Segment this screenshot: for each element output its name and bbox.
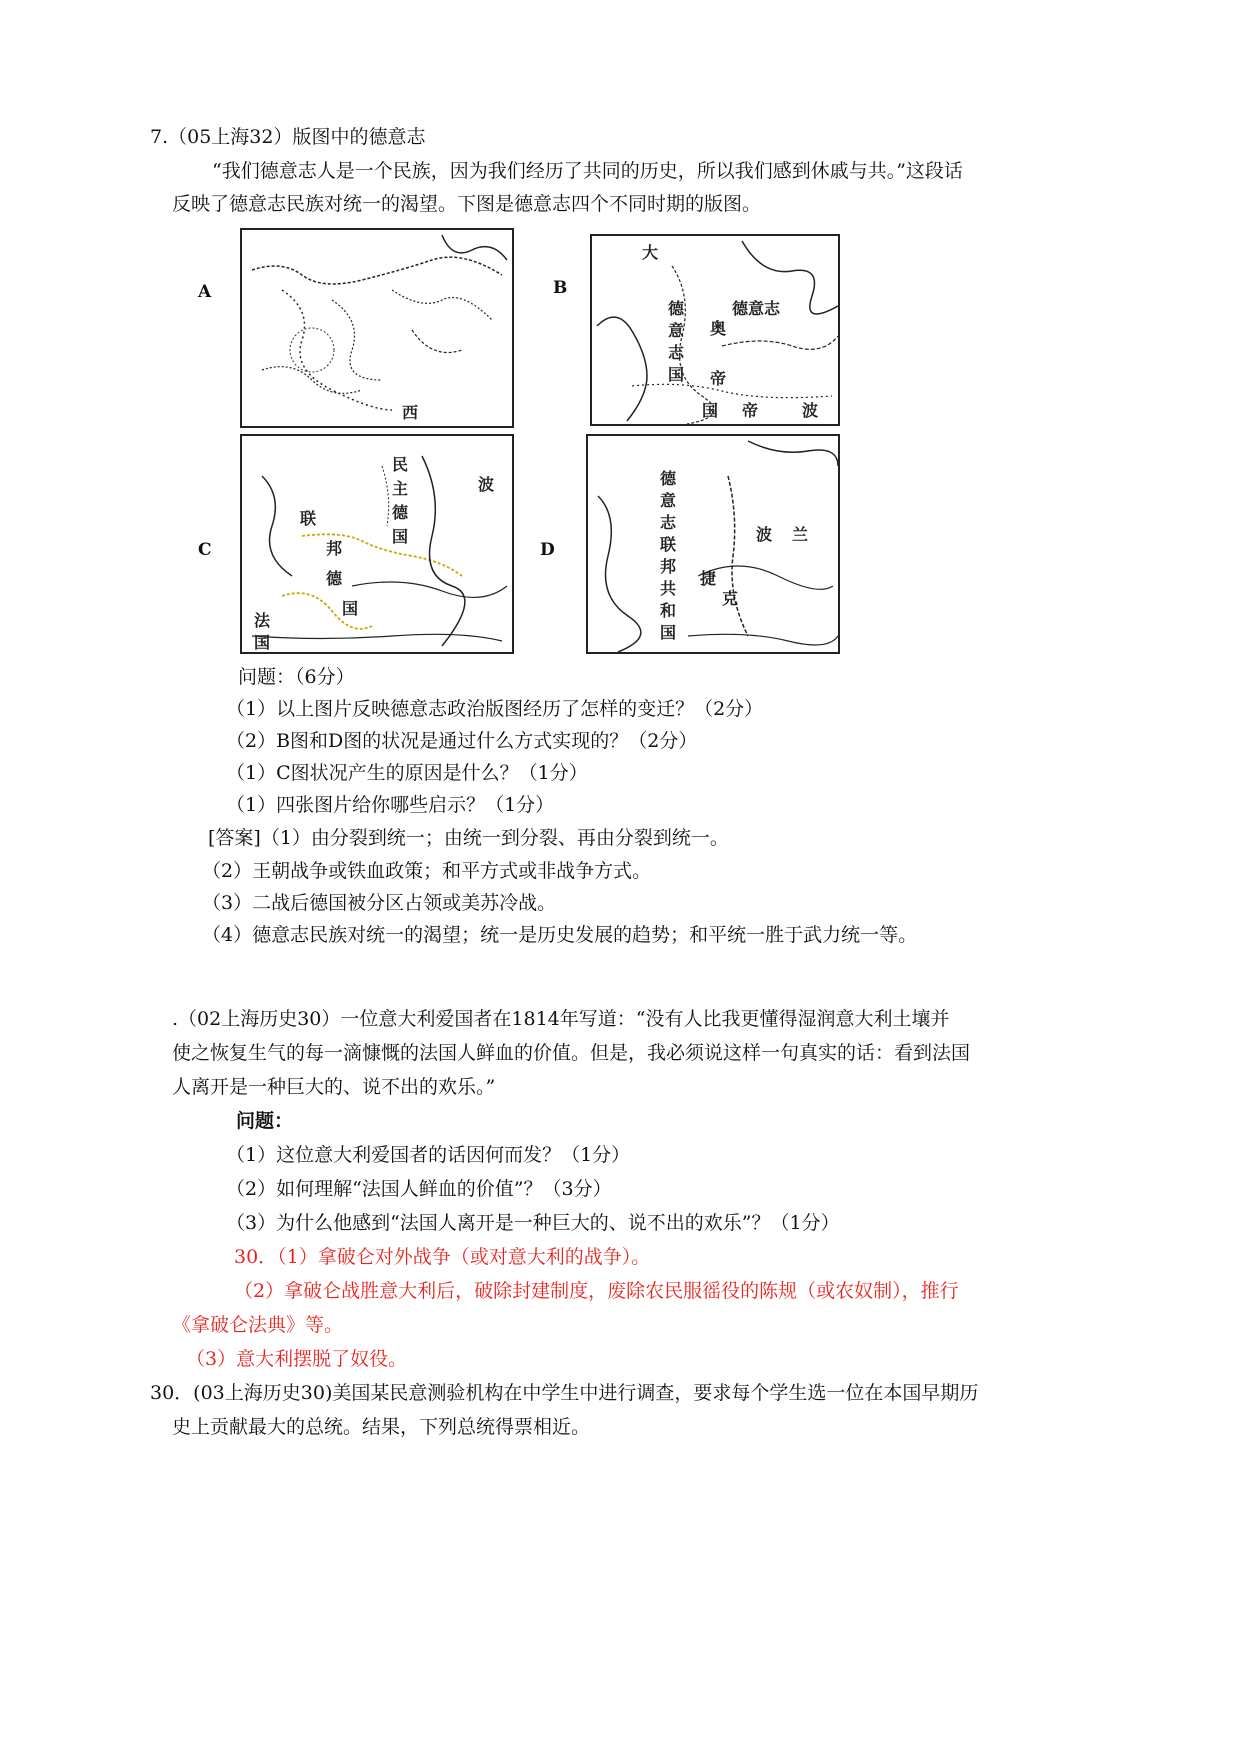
map-b-label-4: 国 <box>668 365 685 384</box>
map-c-label-9: 国 <box>254 633 271 652</box>
map-c-label-1: 主 <box>392 479 409 498</box>
q2-question-3: （3）为什么他感到“法国人离开是一种巨大的、说不出的欢乐”？（1分） <box>226 1212 840 1234</box>
map-c-label-2: 德 <box>392 503 409 522</box>
map-b-label-2: 意 <box>668 321 685 340</box>
map-b-label-3: 志 <box>668 343 685 362</box>
map-b-label-5: 德意志 <box>732 299 781 318</box>
map-d-label-8: 波 <box>756 525 773 544</box>
q2-question-header: 问题： <box>236 1110 294 1132</box>
map-b-label-9: 帝 <box>742 401 759 420</box>
map-d-letter: D <box>540 540 555 560</box>
q7-question-header: 问题：（6分） <box>238 666 355 688</box>
map-a <box>240 228 514 428</box>
q7-answer-2: （2）王朝战争或铁血政策；和平方式或非战争方式。 <box>202 860 652 882</box>
q7-title: 7.（05上海32）版图中的德意志 <box>150 126 426 148</box>
q2-question-2: （2）如何理解“法国人鲜血的价值”？（3分） <box>226 1178 612 1200</box>
map-c-drawing <box>242 436 512 652</box>
q2-intro-line1: .（02上海历史30）一位意大利爱国者在1814年写道：“没有人比我更懂得湿润意大利土壤并 <box>172 1008 950 1030</box>
map-d-label-7: 国 <box>660 623 677 642</box>
map-c-label-4: 联 <box>300 509 317 528</box>
map-c-label-7: 国 <box>342 599 359 618</box>
map-d-label-5: 共 <box>660 579 677 598</box>
q30-line1: 30．(03上海历史30)美国某民意测验机构在中学生中进行调查，要求每个学生选一位在本国早期历 <box>150 1382 979 1404</box>
map-a-letter: A <box>198 282 212 302</box>
q2-question-1: （1）这位意大利爱国者的话因何而发？（1分） <box>226 1144 631 1166</box>
map-c-letter: C <box>198 540 212 560</box>
map-d-label-4: 邦 <box>660 557 677 576</box>
map-a-drawing <box>242 230 512 426</box>
map-c-label-3: 国 <box>392 527 409 546</box>
q7-answer-3: （3）二战后德国被分区占领或美苏冷战。 <box>202 892 557 914</box>
map-d-label-2: 志 <box>660 513 677 532</box>
map-d-label-3: 联 <box>660 535 677 554</box>
q2-answer-1: 30．（1）拿破仑对外战争（或对意大利的战争）。 <box>234 1246 651 1268</box>
map-d-label-6: 和 <box>660 601 677 620</box>
q2-intro-line3: 人离开是一种巨大的、说不出的欢乐。” <box>172 1076 496 1098</box>
map-d-label-0: 德 <box>660 469 677 488</box>
map-c-label-0: 民 <box>392 455 409 474</box>
map-d-label-10: 捷 <box>700 569 717 588</box>
map-d-label-9: 兰 <box>792 525 809 544</box>
map-b-label-0: 大 <box>642 243 659 262</box>
map-b-label-10: 波 <box>802 401 819 420</box>
q2-intro-line2: 使之恢复生气的每一滴慷慨的法国人鲜血的价值。但是，我必须说这样一句真实的话：看到法国 <box>172 1042 971 1064</box>
map-d-label-1: 意 <box>660 491 677 510</box>
q7-intro-line2: 反映了德意志民族对统一的渴望。下图是德意志四个不同时期的版图。 <box>172 193 762 215</box>
q7-question-3: （1）C图状况产生的原因是什么？（1分） <box>226 762 588 784</box>
map-c-label-8: 法 <box>254 611 271 630</box>
q2-answer-2: （2）拿破仑战胜意大利后，破除封建制度，废除农民服徭役的陈规（或农奴制），推行 <box>234 1280 959 1302</box>
q7-question-4: （1）四张图片给你哪些启示？（1分） <box>226 794 555 816</box>
map-d-label-11: 克 <box>722 589 739 608</box>
map-b-label-1: 德 <box>668 299 685 318</box>
map-b-label-7: 帝 <box>710 369 727 388</box>
map-b-letter: B <box>553 278 568 298</box>
map-c-label-5: 邦 <box>326 539 343 558</box>
q2-answer-3: 《拿破仑法典》等。 <box>172 1314 344 1336</box>
q7-answer-1: [答案]（1）由分裂到统一；由统一到分裂、再由分裂到统一。 <box>208 827 729 849</box>
q7-question-2: （2）B图和D图的状况是通过什么方式实现的？（2分） <box>226 730 698 752</box>
q30-line2: 史上贡献最大的总统。结果，下列总统得票相近。 <box>172 1416 591 1438</box>
map-b-label-8: 国 <box>702 401 719 420</box>
map-b-label-6: 奥 <box>710 319 727 338</box>
q7-answer-4: （4）德意志民族对统一的渴望；统一是历史发展的趋势；和平统一胜于武力统一等。 <box>202 924 918 946</box>
map-c <box>240 434 514 654</box>
map-a-label-0: 西 <box>402 403 419 422</box>
map-c-label-6: 德 <box>326 569 343 588</box>
map-b <box>590 234 840 426</box>
q7-intro-line1: “我们德意志人是一个民族，因为我们经历了共同的历史，所以我们感到休戚与共。”这段话 <box>212 160 963 182</box>
q7-question-1: （1）以上图片反映德意志政治版图经历了怎样的变迁？（2分） <box>226 698 764 720</box>
map-c-label-10: 波 <box>478 475 495 494</box>
q2-answer-4: （3）意大利摆脱了奴役。 <box>186 1348 408 1370</box>
map-d <box>586 434 840 654</box>
